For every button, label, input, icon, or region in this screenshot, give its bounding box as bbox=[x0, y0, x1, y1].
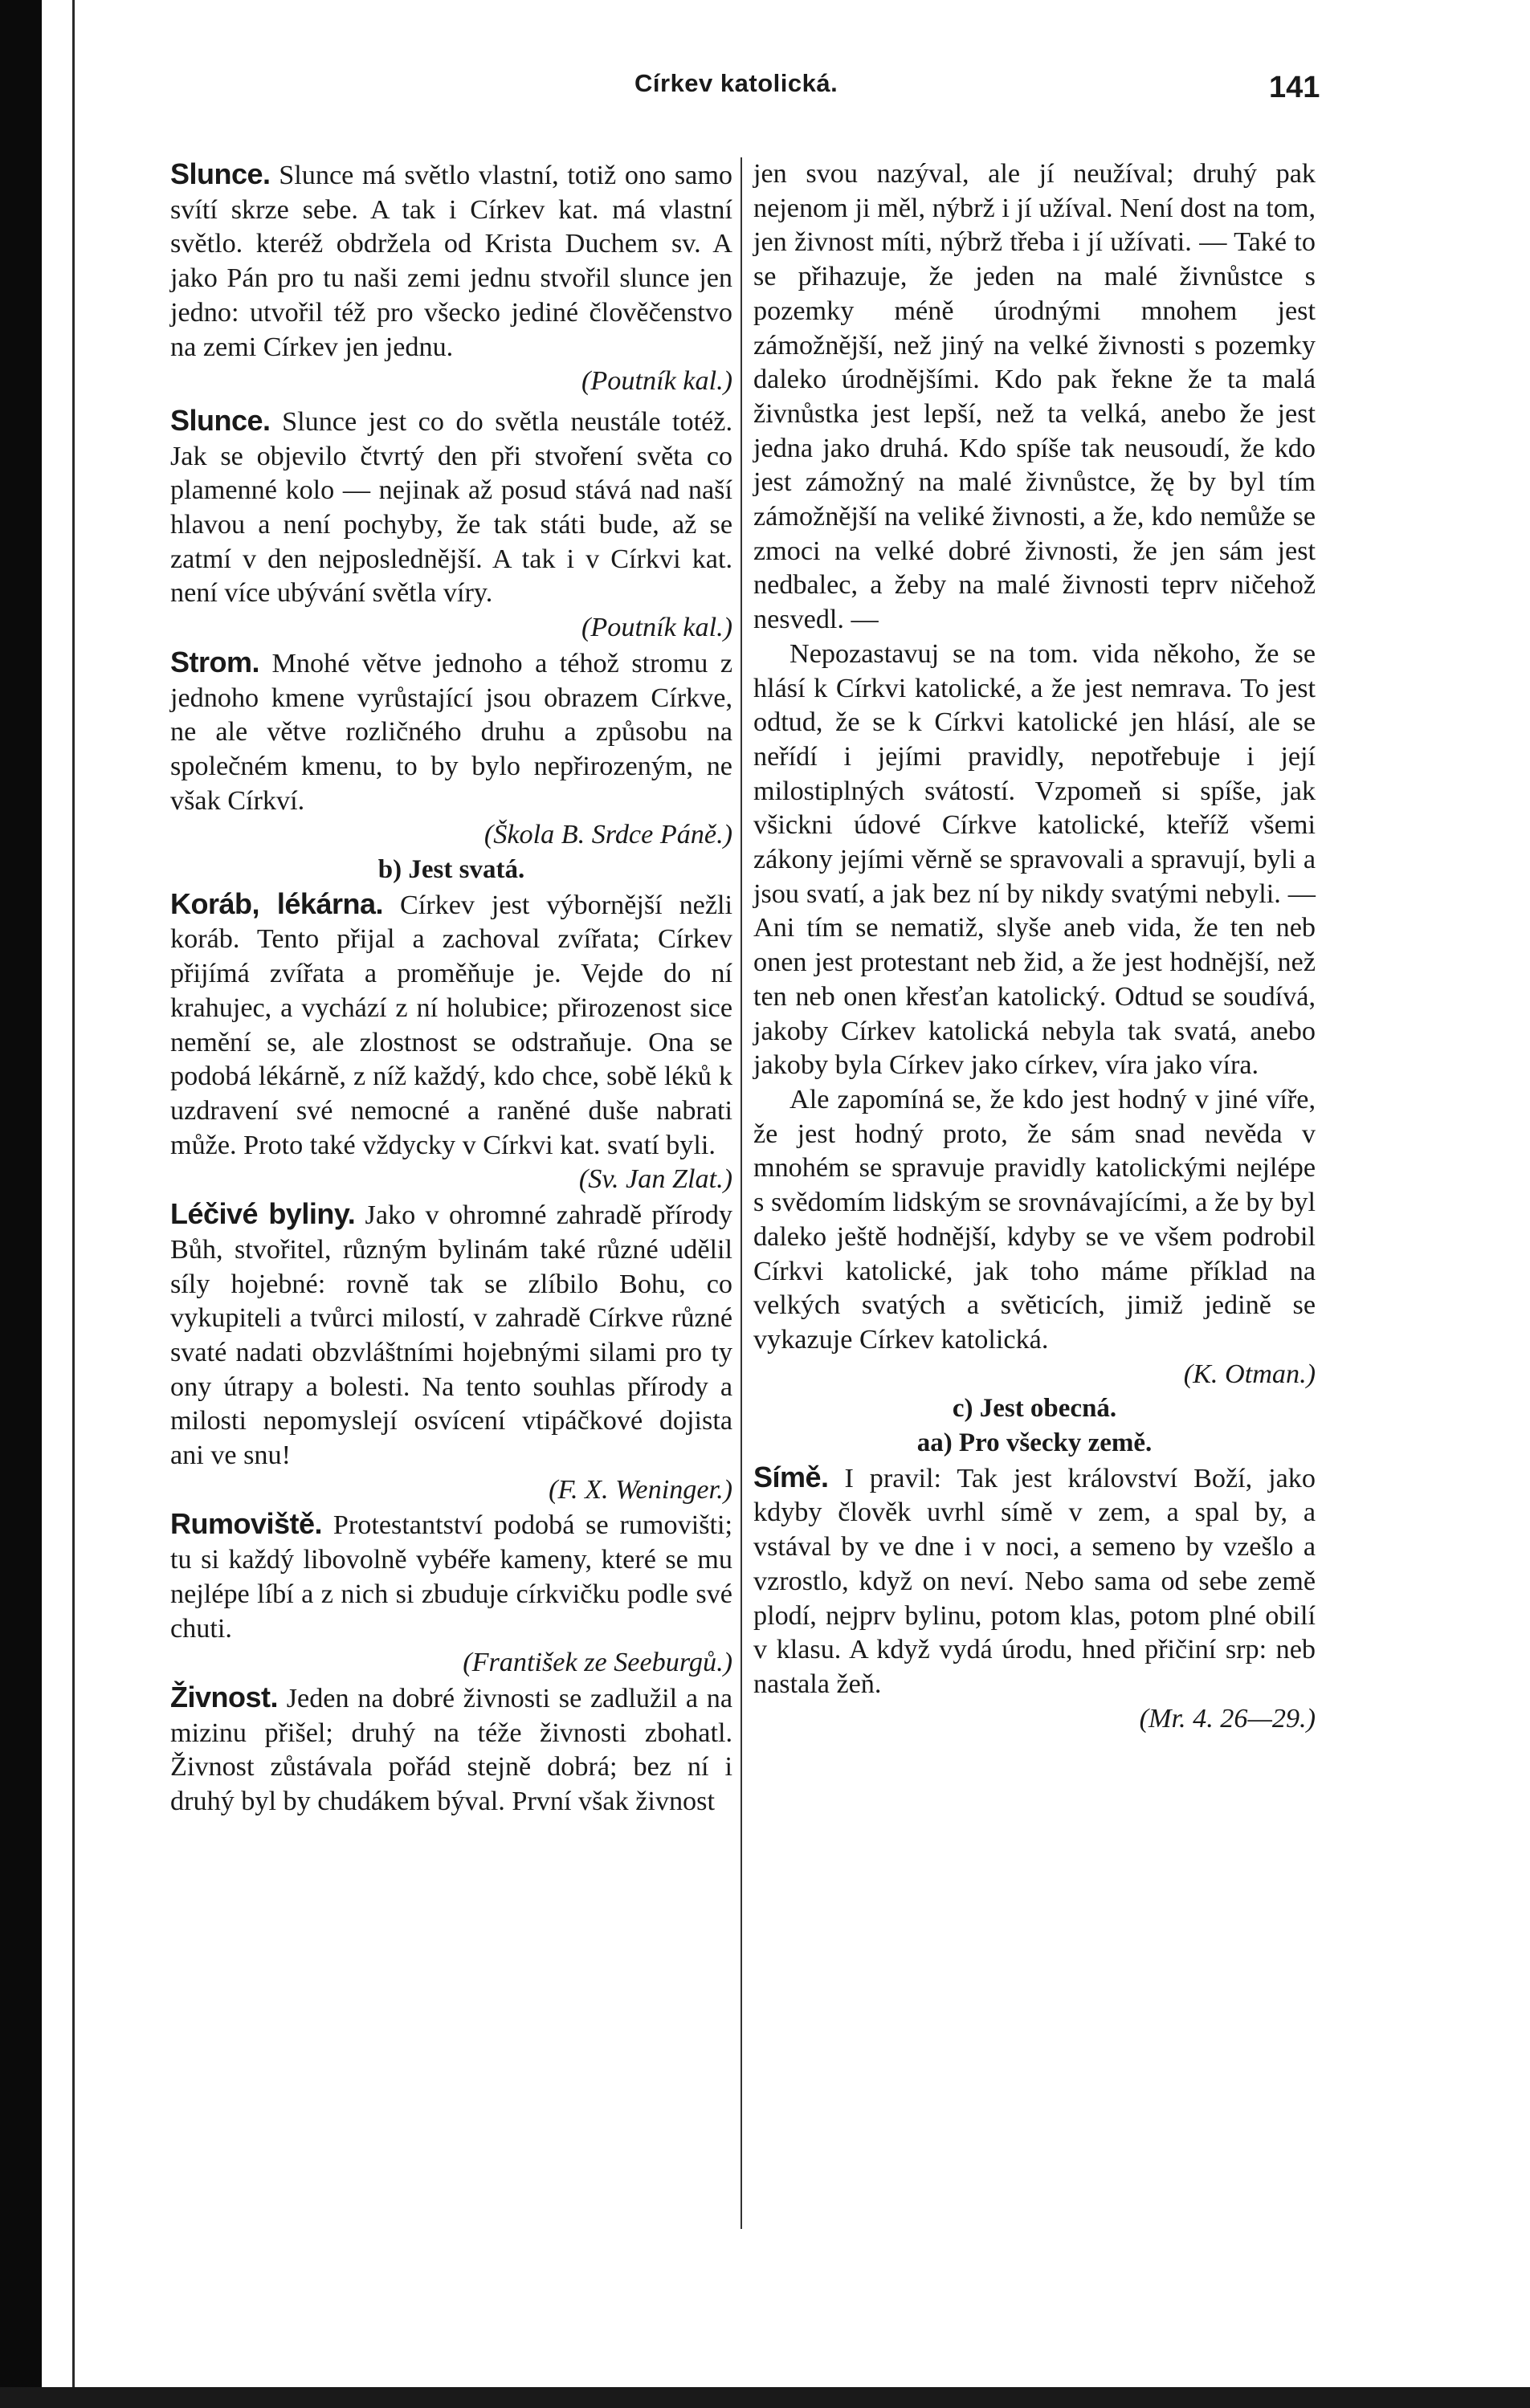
entry-heading: Koráb, lékárna. bbox=[170, 886, 383, 920]
entry-text: Jeden na dobré živnosti se zadlužil a na mizinu přišel; druhý na téže živnosti zbohatl. Živnost zůstávala pořád stejně dobrá; bez ní i druhý byl by chudákem býval. První však živnost bbox=[170, 1683, 733, 1817]
body-paragraph: Ale zapomíná se, že kdo jest hodný v jiné víře, že jest hodný proto, že sám snad nevěda v mnohém se spravuje pravidly katolickými nejlépe s svědomím lidským se srovnávajícími, a že by byl daleko ještě hodnější, kdyby se ve všem podrobil Církvi katolické, jak toho máme příklad na velkých svatých a světicích, jimiž jedině se vykazuje Církev katolická. bbox=[753, 1084, 1316, 1355]
entry-text: I pravil: Tak jest království Boží, jako kdyby člověk uvrhl símě v zem, a spal by, a vstával by ve dne i v noci, a semeno by vzešlo a vzrostlo, když on neví. Nebo sama od sebe země plodí, nejprv bylinu, potom klas, potom plné obilí v klasu. A když vydá úrodu, hned přičiní srp: neb nastala žeň. bbox=[753, 1463, 1316, 1699]
scan-bottom-edge bbox=[0, 2387, 1530, 2408]
scan-dark-edge bbox=[0, 0, 42, 2408]
entry-sime bbox=[753, 1461, 1316, 1702]
page-number: 141 bbox=[1269, 71, 1320, 104]
section-heading-b: b) Jest svatá. bbox=[377, 855, 525, 885]
scan-gutter-line bbox=[72, 0, 75, 2408]
column-divider bbox=[741, 157, 742, 2229]
entry-strom bbox=[170, 646, 732, 819]
entry-source: (F. X. Weninger.) bbox=[549, 1474, 732, 1505]
running-head: Církev katolická. bbox=[634, 69, 838, 97]
subsection-heading-aa: aa) Pro všecky země. bbox=[916, 1428, 1153, 1458]
entry-text: Jako v ohromné zahradě přírody Bůh, stvořitel, různým bylinám také různé udělil síly hojebné: rovně tak se zlíbilo Bohu, co vykupiteli a tvůrci milostí, v zahradě Církve různé svaté nadati obzvláštními hojebnými silami pro ty ony útrapy a bolesti. Na tento souhlas přírody a milosti nepomyslejí osvícení vtipáčkové dojista ani ve snu! bbox=[170, 1200, 733, 1471]
entry-heading: Símě. bbox=[753, 1460, 829, 1493]
entry-text: Protestantství podobá se rumovišti; tu si každý libovolně vybéře kameny, které se mu nejlépe líbí a z nich si zbuduje církvičku podle své chuti. bbox=[170, 1510, 733, 1644]
entry-heading: Rumoviště. bbox=[170, 1507, 323, 1541]
entry-source: (Sv. Jan Zlat.) bbox=[578, 1164, 732, 1195]
entry-heading: Živnost. bbox=[170, 1680, 279, 1713]
entry-korab bbox=[170, 887, 732, 1163]
entry-source: (Škola B. Srdce Páně.) bbox=[483, 820, 732, 850]
entry-heading: Léčivé byliny. bbox=[170, 1197, 356, 1231]
entry-byliny bbox=[170, 1197, 732, 1473]
entry-text: Církev jest výbornější nežli koráb. Tento přijal a zachoval zvířata; Církev přijímá zvířata a proměňuje je. Vejde do ní krahujec, a vychází z ní holubice; přirozenost sice nemění se, ale zlostnost se odstraňuje. Ona se podobá lékárně, z níž každý, kdo chce, sobě léků k uzdravení své nemocné a raněné duše nabrati může. Proto také vždycky v Církvi kat. svatí byli. bbox=[170, 890, 733, 1160]
entry-slunce-1 bbox=[170, 157, 732, 365]
entry-source: (Mr. 4. 26—29.) bbox=[1139, 1703, 1316, 1734]
section-heading-c: c) Jest obecná. bbox=[952, 1394, 1117, 1424]
entry-slunce-2 bbox=[170, 404, 732, 611]
body-paragraph: Nepozastavuj se na tom. vida někoho, že se hlásí k Církvi katolické, a že jest nemrava. To jest odtud, že se k Církvi katolické jen hlásí, ale se neřídí i jejími pravidly, nepotřebuje i její milostiplných svátostí. Vzpomeň si spíše, jak všickni údové Církve katolické, kteříž všemi zákony jejími věrně se spravovali a spravují, byli a jsou svatí, a jak bez ní by nikdy svatými nebyli. — Ani tím se nematiž, slyše aneb vida, že ten neb onen jest protestant neb žid, a že jest hodnější, než ten neb onen křesťan katolický. Odtud se soudívá, jakoby Církev katolická nebyla tak svatá, anebo jakoby byla Církev jako církev, víra jako víra. bbox=[753, 638, 1316, 1081]
entry-zivnost bbox=[170, 1681, 732, 1819]
entry-heading: Slunce. bbox=[170, 157, 271, 190]
entry-text: Slunce jest co do světla neustále totéž. Jak se objevilo čtvrtý den při stvoření světa co plamenné kolo — nejinak až posud stává nad naší hlavou a není pochyby, že tak státi bude, až se zatmí v den nejposlednější. A tak i v Církvi kat. není více ubývání světla víry. bbox=[170, 406, 733, 609]
entry-rumoviste bbox=[170, 1507, 732, 1646]
entry-text: Mnohé větve jednoho a téhož stromu z jednoho kmene vyrůstající jsou obrazem Církve, ne ale větve rozličného druhu a způsobu na společném kmenu, to by bylo nepřirozeným, ne však Církví. bbox=[170, 648, 732, 816]
entry-text: Slunce má světlo vlastní, totiž ono samo svítí skrze sebe. A tak i Církev kat. má vlastní světlo. kteréž obdržela od Krista Duchem sv. A jako Pán pro tu naši zemi jednu stvořil slunce jen jedno: utvořil též pro všecko jediné člověčenstvo na zemi Církev jen jednu. bbox=[170, 161, 732, 362]
right-column bbox=[753, 157, 1316, 1736]
entry-heading: Slunce. bbox=[170, 403, 271, 437]
entry-source: (František ze Seeburgů.) bbox=[463, 1648, 732, 1678]
continuation-paragraph: jen svou nazýval, ale jí neužíval; druhý pak nejenom ji měl, nýbrž i jí užíval. Není dost na tom, jen živnost míti, nýbrž třeba i jí užívati. — Také to se přihazuje, že jeden na malé živnůstce s pozemky méně úrodnými mnohem jest zámožnější, než jiný na velké živnosti s pozemky daleko úrodnějšími. Kdo pak řekne že ta malá živnůstka jest lepší, než ta velká, anebo že jest jedna jako druhá. Kdo spíše tak neusoudí, že kdo jest zámožný na malé živnůstce, žę by byl tím zámožnější na veliké živnosti, a že, kdo nemůže se zmoci na velké dobré živnosti, že jen sám jest nedbalec, a žeby na malé živnosti teprv ničehož nesvedl. — bbox=[753, 159, 1316, 635]
entry-heading: Strom. bbox=[170, 645, 260, 678]
entry-source: (Poutník kal.) bbox=[581, 366, 732, 397]
entry-source: (K. Otman.) bbox=[1183, 1359, 1316, 1389]
left-column bbox=[170, 157, 732, 1819]
entry-source: (Poutník kal.) bbox=[581, 613, 732, 643]
